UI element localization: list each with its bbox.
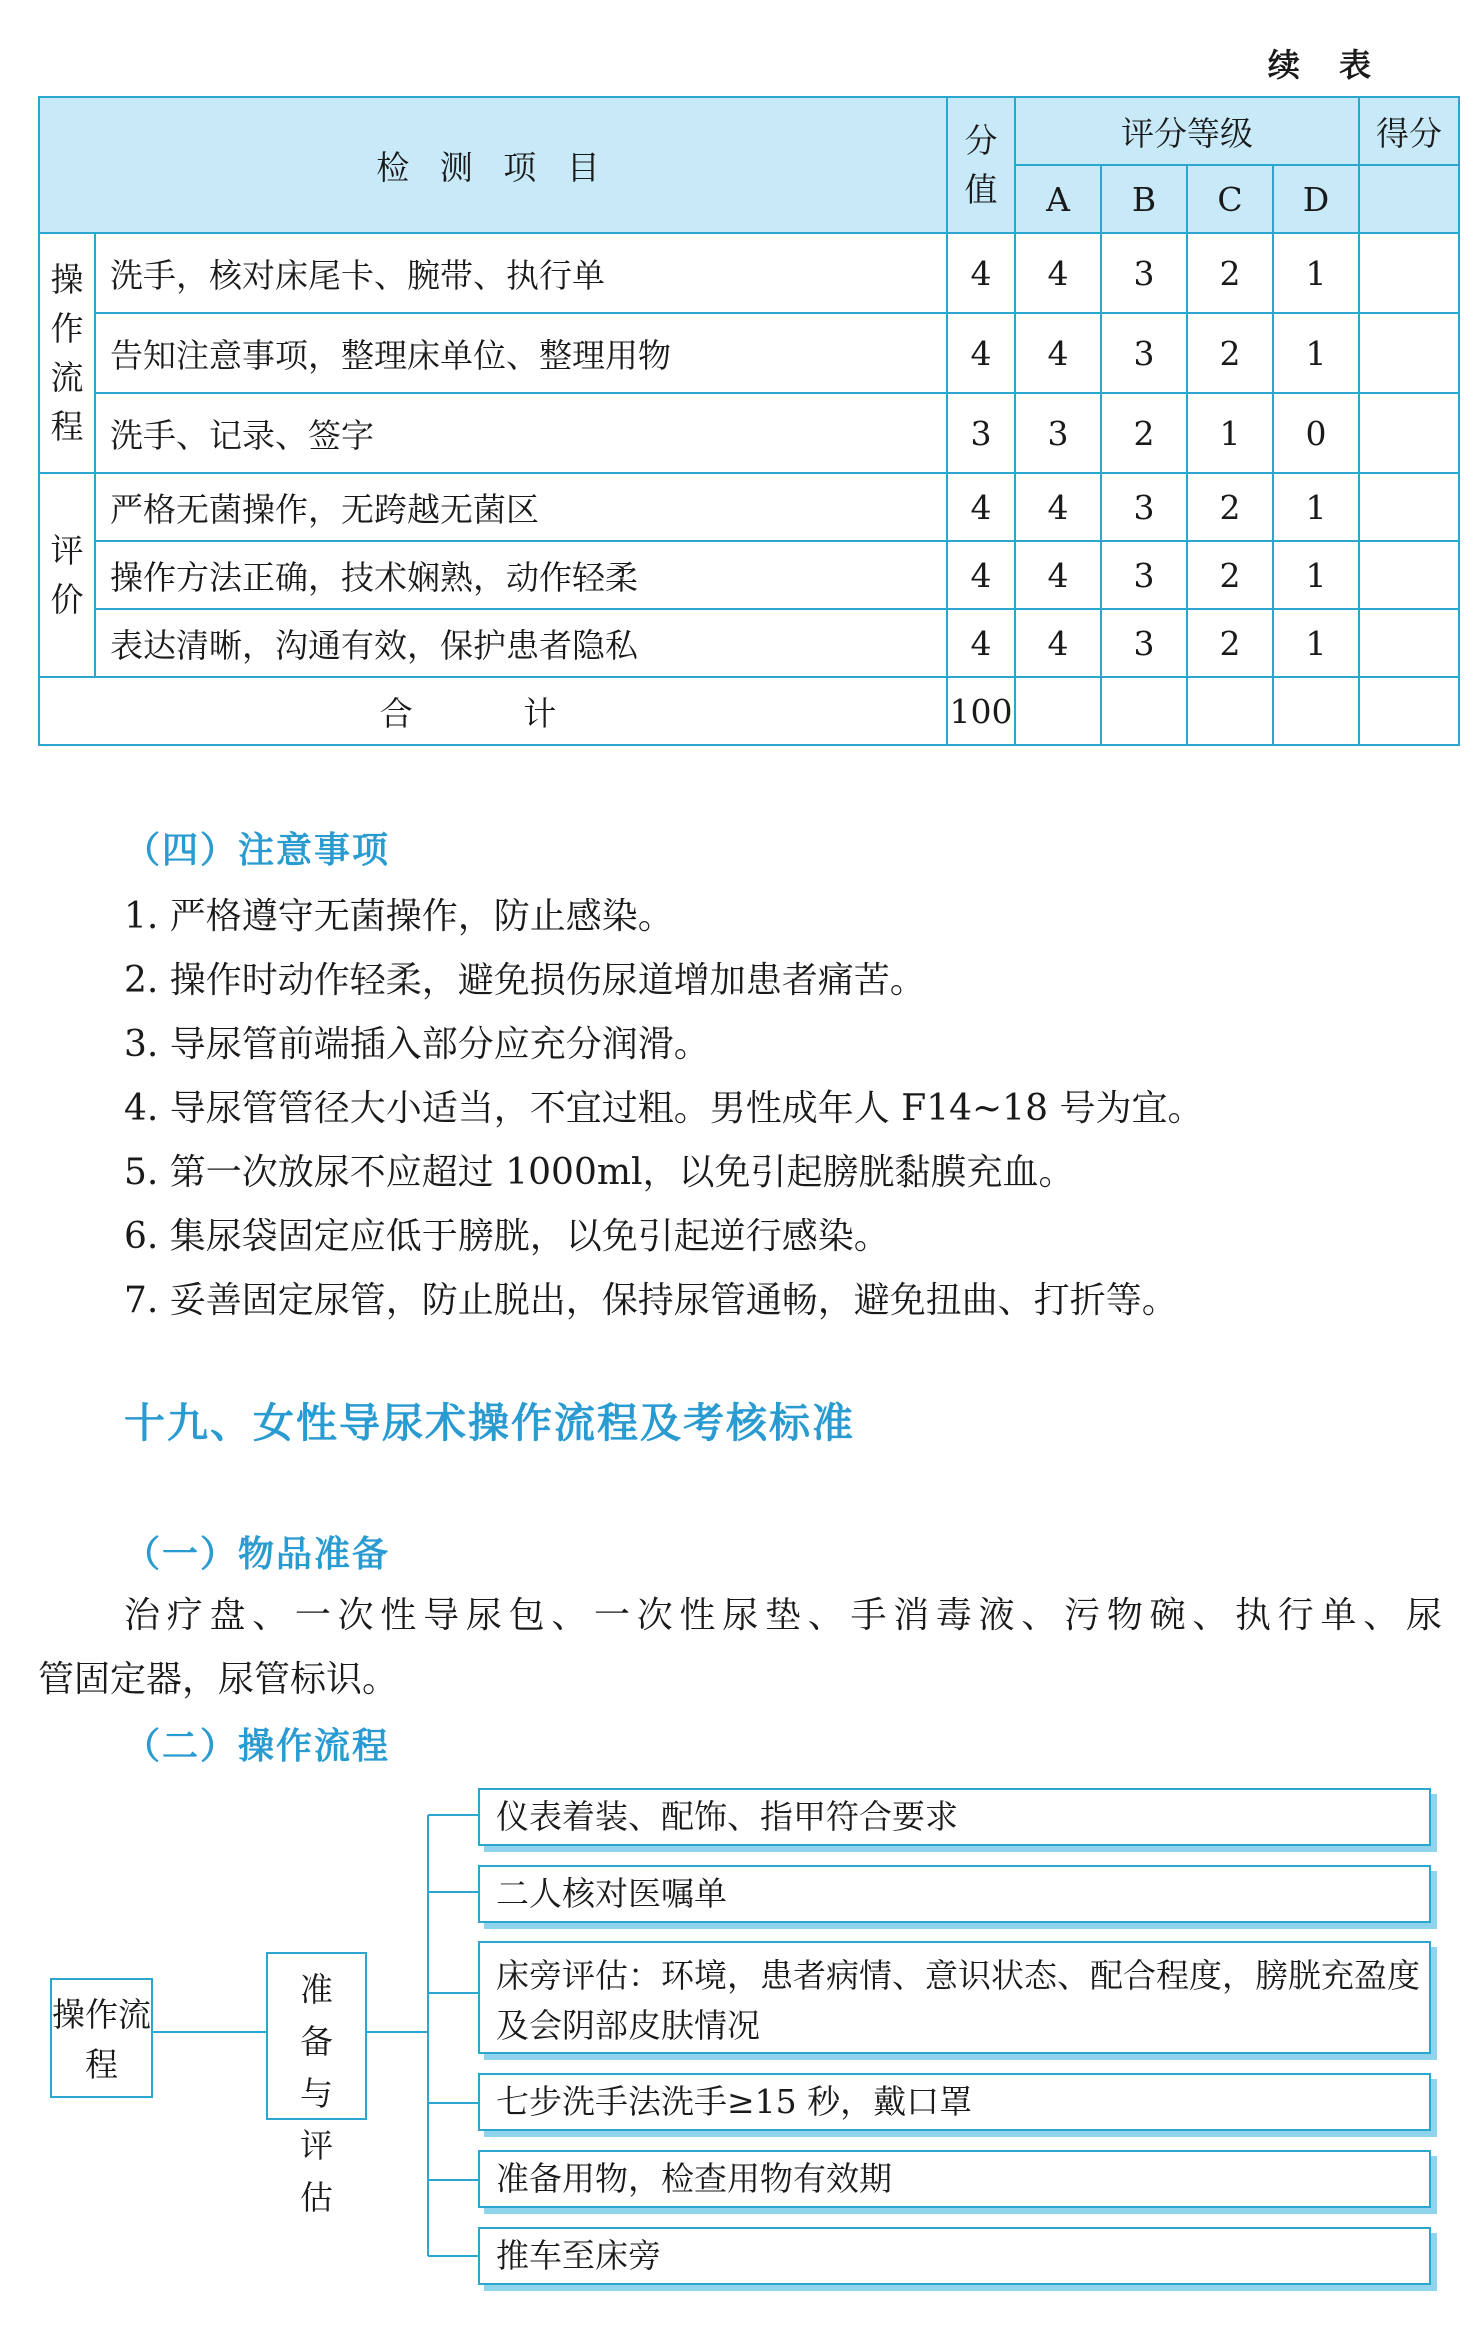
grade-a-cell: 4 (1015, 609, 1101, 677)
score-cell: 4 (947, 609, 1015, 677)
grade-d-cell: 1 (1273, 609, 1359, 677)
flow-step-box: 二人核对医嘱单 (478, 1865, 1431, 1923)
note-item: 4. 导尿管管径大小适当，不宜过粗。男性成年人 F14~18 号为宜。 (124, 1088, 1204, 1129)
grade-d-cell: 1 (1273, 313, 1359, 393)
grade-c-cell: 2 (1187, 473, 1273, 541)
grade-c-cell: 2 (1187, 541, 1273, 609)
prep-line-1: 治疗盘、一次性导尿包、一次性尿垫、手消毒液、污物碗、执行单、尿 (124, 1595, 1442, 1636)
grade-d-cell: 1 (1273, 541, 1359, 609)
grade-b-cell: 3 (1101, 473, 1187, 541)
header-grade-b: B (1101, 165, 1187, 233)
header-grade: 评分等级 (1015, 97, 1359, 165)
header-score: 分 值 (947, 97, 1015, 233)
total-score: 100 (947, 677, 1015, 745)
grade-d-cell: 0 (1273, 393, 1359, 473)
grade-d-cell: 1 (1273, 233, 1359, 313)
header-grade-c: C (1187, 165, 1273, 233)
score-cell: 3 (947, 393, 1015, 473)
flow-section-title: （二）操作流程 (124, 1726, 391, 1767)
note-item: 1. 严格遵守无菌操作，防止感染。 (124, 896, 674, 937)
header-result: 得分 (1359, 97, 1459, 165)
header-grade-a: A (1015, 165, 1101, 233)
grade-a-cell: 4 (1015, 313, 1101, 393)
note-item: 5. 第一次放尿不应超过 1000ml，以免引起膀胱黏膜充血。 (124, 1152, 1075, 1193)
note-item: 7. 妥善固定尿管，防止脱出，保持尿管通畅，避免扭曲、打折等。 (124, 1280, 1178, 1321)
note-item: 2. 操作时动作轻柔，避免损伤尿道增加患者痛苦。 (124, 960, 926, 1001)
grade-a-cell: 4 (1015, 541, 1101, 609)
item-cell: 洗手，核对床尾卡、腕带、执行单 (95, 233, 947, 313)
continued-table-label: 续 表 (1267, 46, 1385, 84)
total-label: 合 计 (39, 677, 947, 745)
score-cell: 4 (947, 541, 1015, 609)
grade-c-cell: 1 (1187, 393, 1273, 473)
notes-section-title: （四）注意事项 (124, 830, 391, 871)
grade-c-cell: 2 (1187, 609, 1273, 677)
header-grade-d: D (1273, 165, 1359, 233)
grade-b-cell: 2 (1101, 393, 1187, 473)
score-cell: 4 (947, 473, 1015, 541)
grade-d-cell: 1 (1273, 473, 1359, 541)
item-cell: 表达清晰，沟通有效，保护患者隐私 (95, 609, 947, 677)
prep-section-title: （一）物品准备 (124, 1534, 391, 1575)
flow-stage-box: 准备与评估 (266, 1952, 367, 2120)
item-cell: 严格无菌操作，无跨越无菌区 (95, 473, 947, 541)
group-label: 操作流程 (39, 233, 95, 473)
grade-b-cell: 3 (1101, 313, 1187, 393)
score-cell: 4 (947, 313, 1015, 393)
flow-step-box: 推车至床旁 (478, 2227, 1431, 2285)
prep-line-2: 管固定器，尿管标识。 (38, 1659, 399, 1700)
note-item: 6. 集尿袋固定应低于膀胱，以免引起逆行感染。 (124, 1216, 890, 1257)
flow-root-box: 操作流程 (50, 1978, 153, 2098)
grade-b-cell: 3 (1101, 541, 1187, 609)
flow-step-box: 仪表着装、配饰、指甲符合要求 (478, 1788, 1431, 1846)
header-item: 检 测 项 目 (39, 97, 947, 233)
item-cell: 洗手、记录、签字 (95, 393, 947, 473)
item-cell: 操作方法正确，技术娴熟，动作轻柔 (95, 541, 947, 609)
note-item: 3. 导尿管前端插入部分应充分润滑。 (124, 1024, 710, 1065)
flow-step-box: 床旁评估：环境，患者病情、意识状态、配合程度，膀胱充盈度及会阴部皮肤情况 (478, 1941, 1431, 2054)
flow-step-box: 七步洗手法洗手≥15 秒，戴口罩 (478, 2073, 1431, 2131)
item-cell: 告知注意事项，整理床单位、整理用物 (95, 313, 947, 393)
grade-b-cell: 3 (1101, 609, 1187, 677)
grade-c-cell: 2 (1187, 313, 1273, 393)
grade-a-cell: 4 (1015, 233, 1101, 313)
chapter-title: 十九、女性导尿术操作流程及考核标准 (124, 1399, 855, 1447)
score-cell: 4 (947, 233, 1015, 313)
grade-a-cell: 4 (1015, 473, 1101, 541)
grade-c-cell: 2 (1187, 233, 1273, 313)
grade-a-cell: 3 (1015, 393, 1101, 473)
group-label: 评价 (39, 473, 95, 677)
grade-b-cell: 3 (1101, 233, 1187, 313)
flow-step-box: 准备用物，检查用物有效期 (478, 2150, 1431, 2208)
